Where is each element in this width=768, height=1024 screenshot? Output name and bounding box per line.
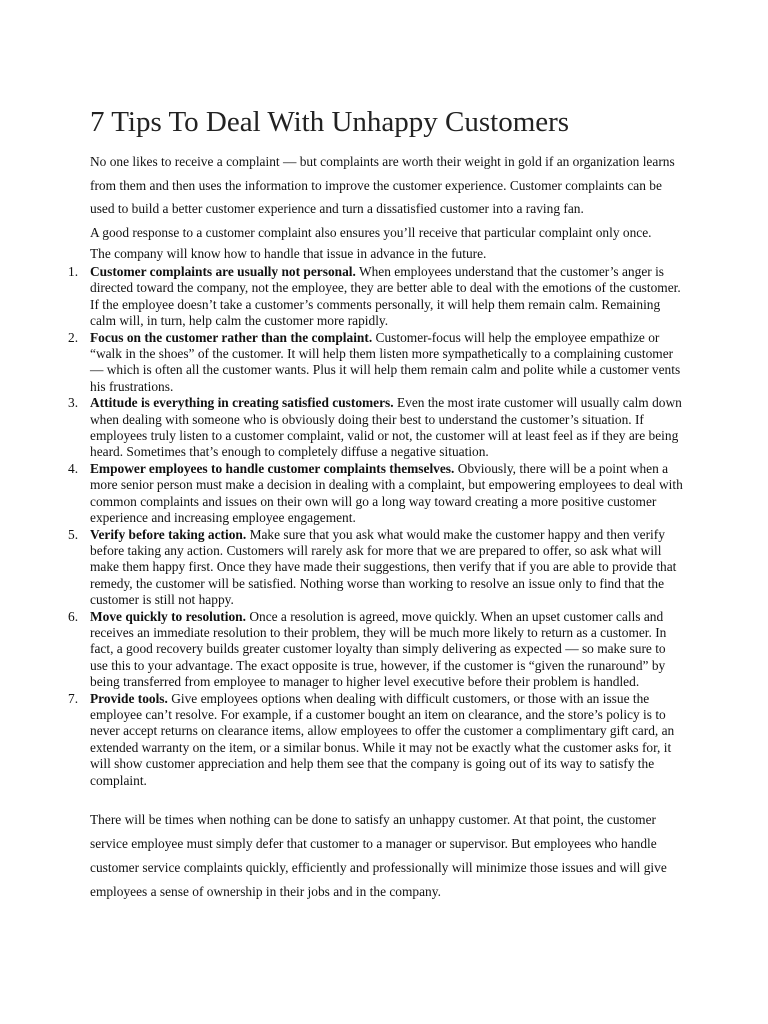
tip-heading: Focus on the customer rather than the complaint. <box>90 329 373 345</box>
list-item-number: 2. <box>68 329 79 345</box>
list-item-number: 4. <box>68 460 79 476</box>
tip-text: Even the most irate customer will usually calm down when dealing with someone who is obviously doing their best to understand the customer’s situation. If employees truly listen to a customer complaint, valid or not, the customer will at least feel as if they are being heard. Sometimes that’s enough to completely diffuse a negative situation. <box>90 395 682 460</box>
intro-section <box>90 150 685 263</box>
list-item <box>60 395 685 461</box>
list-item <box>60 330 685 396</box>
tip-text: Customer-focus will help the employee empathize or “walk in the shoes” of the customer. It will help them listen more sympathetically to a complaining customer — which is often all the customer wants. Plus it will help them remain calm and polite while a customer vents his frustrations. <box>90 329 681 394</box>
list-item <box>60 691 685 789</box>
tip-heading: Move quickly to resolution. <box>90 608 246 624</box>
tip-text: Give employees options when dealing with difficult customers, or those with an issue the employee can’t resolve. For example, if a customer bought an item on clearance, and the store’s policy is to never accept returns on clearance items, allow employees to offer the customer a complimentary gift card, an extended warranty on the item, or a similar bonus. While it may not be exactly what the customer asks for, it will show customer appreciation and help them see that the company is going out of its way to satisfy the complaint. <box>90 690 675 788</box>
list-item <box>60 609 685 691</box>
tip-heading: Provide tools. <box>90 690 168 706</box>
tips-list <box>60 264 685 789</box>
list-item <box>60 527 685 609</box>
list-item-number: 6. <box>68 608 79 624</box>
tip-heading: Customer complaints are usually not personal. <box>90 264 356 279</box>
tip-heading: Verify before taking action. <box>90 526 247 542</box>
intro-paragraph: The company will know how to handle that issue in advance in the future. <box>90 245 487 261</box>
tip-text: Make sure that you ask what would make the customer happy and then verify before taking any action. Customers will rarely ask for more that we are prepared to offer, so ask what will make them happy first. Once they have made their suggestions, then verify that if you are able to provide that remedy, the customer will be satisfied. Nothing worse than working to resolve an issue only to find that the customer is still not happy. <box>90 526 677 608</box>
tip-text: When employees understand that the customer’s anger is directed toward the company, not the employee, they are better able to deal with the emotions of the customer. If the employee doesn’t take a customer’s comments personally, it will help them remain calm. Remaining calm will, in turn, help calm the customer more rapidly. <box>90 264 681 329</box>
tip-text: Obviously, there will be a point when a more senior person must make a decision in dealing with a complaint, but empowering employees to deal with common complaints and issues on their own will go a long way toward creating a more positive customer experience and increasing employee engagement. <box>90 460 683 526</box>
intro-paragraph: A good response to a customer complaint also ensures you’ll receive that particular complaint only once. <box>90 224 652 240</box>
list-item-number: 7. <box>68 690 79 706</box>
tip-text: Once a resolution is agreed, move quickly. When an upset customer calls and receives an immediate resolution to their problem, they will be much more likely to return as a customer. In fact, a good recovery builds greater customer loyalty than simply delivering as expected — so make sure to use this to your advantage. The exact opposite is true, however, if the customer is “given the runaround” by being transferred from employee to manager to higher level executive before their problem is handled. <box>90 608 667 690</box>
list-item <box>60 264 685 330</box>
intro-paragraph: No one likes to receive a complaint — but complaints are worth their weight in gold if an organization learns from them and then uses the information to improve the customer experience. Customer complaints can be used to build a better customer experience and turn a dissatisfied customer into a raving fan. <box>90 154 675 216</box>
closing-paragraph: There will be times when nothing can be done to satisfy an unhappy customer. At that point, the customer service employee must simply defer that customer to a manager or supervisor. But employees who handle customer service complaints quickly, efficiently and professionally will minimize those issues and will give employees a sense of ownership in their jobs and in the company. <box>90 812 667 899</box>
page-title: 7 Tips To Deal With Unhappy Customers <box>90 106 570 138</box>
list-item-number: 3. <box>68 395 79 411</box>
tip-heading: Attitude is everything in creating satisfied customers. <box>90 395 394 411</box>
list-item-number: 5. <box>68 526 79 542</box>
list-item-number: 1. <box>68 264 79 279</box>
list-item <box>60 461 685 527</box>
tip-heading: Empower employees to handle customer complaints themselves. <box>90 460 455 476</box>
